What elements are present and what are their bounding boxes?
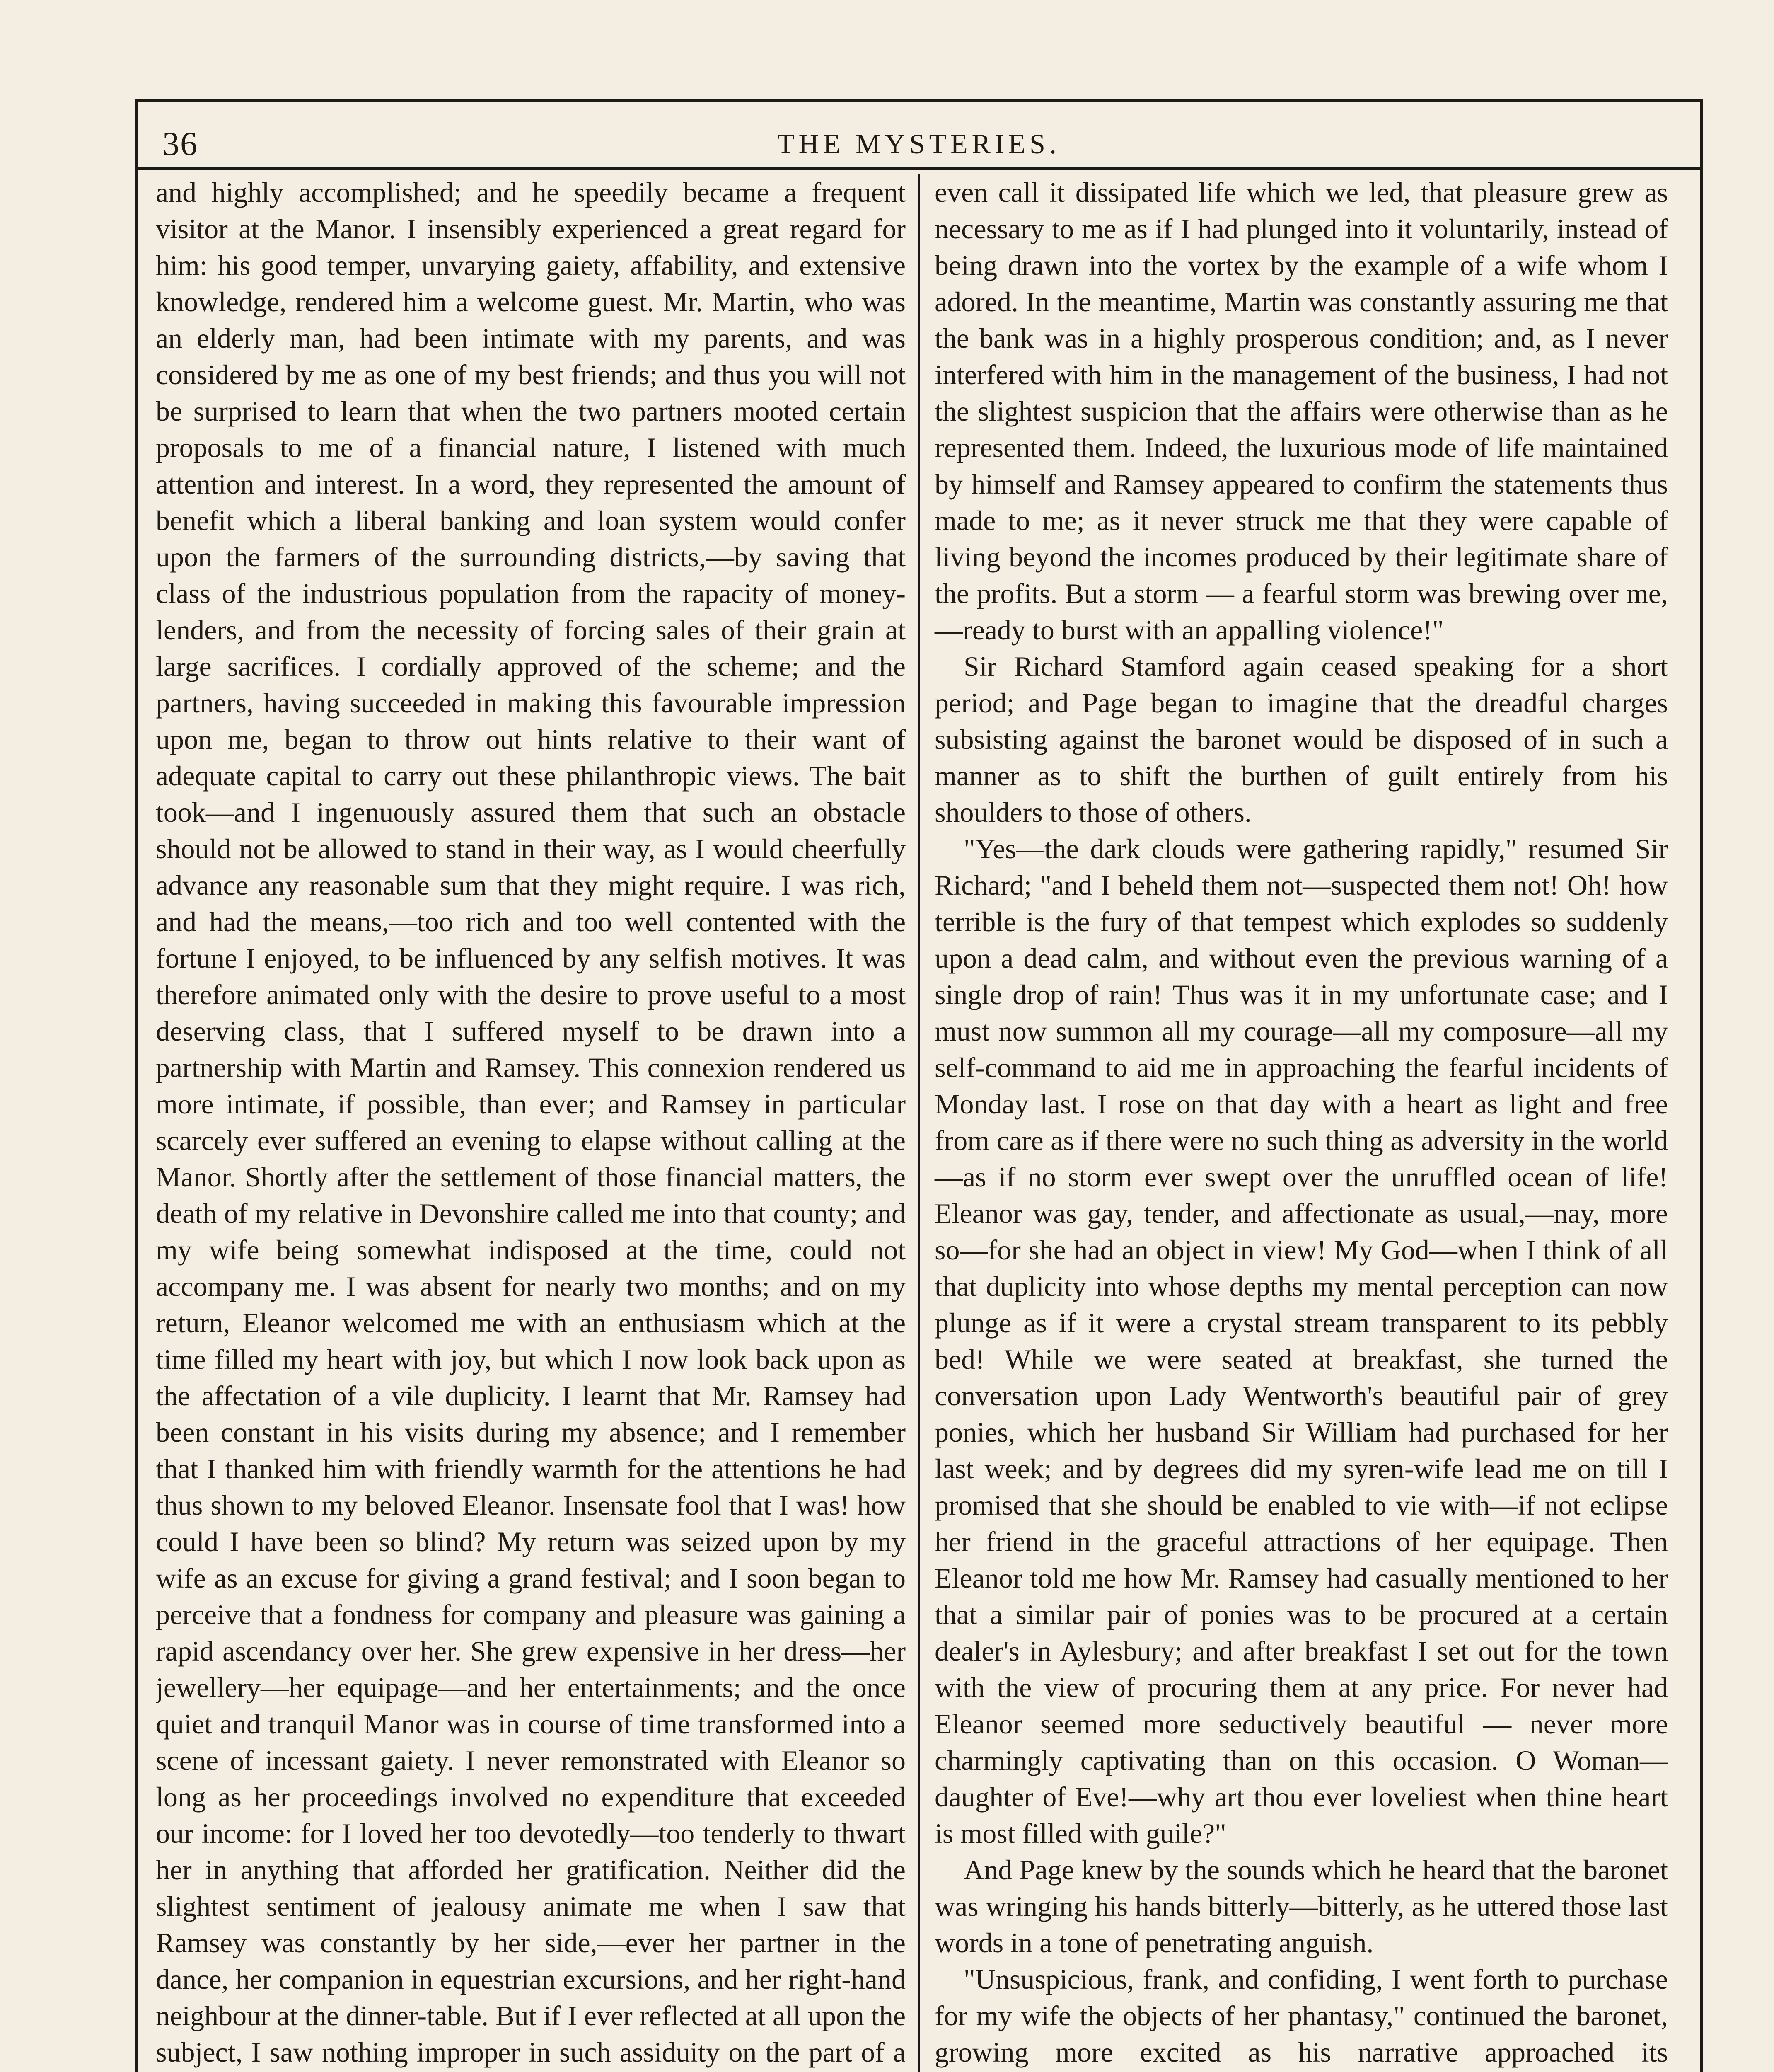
paragraph: and highly accomplished; and he speedily became a frequent visitor at the Manor. I insensibly experienced a great regard for him: his good temper, unvarying gaiety, affability, and extensive knowledge, rendered him a welcome guest. Mr. Martin, who was an elderly man, had been intimate with my parents, and was considered by me as one of my best friends; and thus you will not be surprised to learn that when the two partners mooted certain proposals to me of a financial nature, I listened with much attention and interest. In a word, they represented the amount of benefit which a liberal banking and loan system would confer upon the farmers of the surrounding districts,—by saving that class of the industrious population from the rapacity of money-lenders, and from the necessity of forcing sales of their grain at large sacrifices. I cordially approved of the scheme; and the partners, having succeeded in making this favourable impression upon me, began to throw out hints relative to their want of adequate capital to carry out these philanthropic views. The bait took—and I ingenuously assured them that such an obstacle should not be allowed to stand in their way, as I would cheerfully advance any reasonable sum that they might require. I was rich, and had the means,—too rich and too well contented with the fortune I enjoyed, to be influenced by any selfish motives. It was therefore animated only with the desire to prove useful to a most deserving class, that I suffered myself to be drawn into a partnership with Martin and Ramsey. This connexion rendered us more intimate, if possible, than ever; and Ramsey in particular scarcely ever suffered an evening to elapse without calling at the Manor. Shortly after the settlement of those financial matters, the death of my relative in Devonshire called me into that county; and my wife being somewhat indisposed at the time, could not accompany me. I was absent for nearly two months; and on my return, Eleanor welcomed me with an enthusiasm which at the time filled my heart with joy, but which I now look back upon as the affectation of a vile duplicity. I learnt that Mr. Ramsey had been constant in his visits during my absence; and I remember that I thanked him with friendly warmth for the attentions he had thus shown to my beloved Eleanor. Insensate fool that I was! how could I have been so blind? My return was seized upon by my wife as an excuse for giving a grand festival; and I soon began to perceive that a fondness for company and pleasure was gaining a rapid ascendancy over her. She grew expensive in her dress—her jewellery—her equipage—and her entertainments; and the once quiet and tranquil Manor was in course of time transformed into a scene of incessant gaiety. I never remonstrated with Eleanor so long as her proceedings involved no expenditure that exceeded our income: for I loved her too devotedly—too tenderly to thwart her in anything that afforded her gratification. Neither did the slightest sentiment of jealousy animate me when I saw that Ramsey was constantly by her side,—ever her partner in the dance, her companion in equestrian excursions, and her right-hand neighbour at the dinner-table. But if I ever reflected at all upon the subject, I saw nothing improper in such assiduity on the part of a <box>156 177 906 2068</box>
left-column <box>156 174 918 2072</box>
paragraph: even call it dissipated life which we led, that pleasure grew as necessary to me as if I had plunged into it voluntarily, instead of being drawn into the vortex by the example of a wife whom I adored. In the meantime, Martin was constantly assuring me that the bank was in a highly prosperous condition; and, as I never interfered with him in the management of the business, I had not the slightest suspicion that the affairs were otherwise than as he represented them. Indeed, the luxurious mode of life maintained by himself and Ramsey appeared to confirm the statements thus made to me; as it never struck me that they were capable of living beyond the incomes produced by their legitimate share of the profits. But a storm — a fearful storm was brewing over me,—ready to burst with an appalling violence!" <box>935 177 1668 646</box>
right-column <box>918 174 1680 2072</box>
paragraph: "Unsuspicious, frank, and confiding, I went forth to purchase for my wife the objects of her phantasy," continued the baronet, growing more excited as his narrative approached its <box>935 1963 1668 2068</box>
running-title: THE MYSTERIES. <box>777 128 1061 160</box>
page-number: 36 <box>162 125 198 162</box>
page-header <box>135 99 1703 170</box>
text-columns <box>135 174 1703 2072</box>
paragraph: And Page knew by the sounds which he heard that the baronet was wringing his hands bitterly—bitterly, as he uttered those last words in a tone of penetrating anguish. <box>935 1854 1668 1958</box>
paragraph: "Yes—the dark clouds were gathering rapidly," resumed Sir Richard; "and I beheld them not—suspected them not! Oh! how terrible is the fury of that tempest which explodes so suddenly upon a dead calm, and without even the previous warning of a single drop of rain! Thus was it in my unfortunate case; and I must now summon all my courage—all my composure—all my self-command to aid me in approaching the fearful incidents of Monday last. I rose on that day with a heart as light and free from care as if there were no such thing as adversity in the world—as if no storm ever swept over the unruffled ocean of life! Eleanor was gay, tender, and affectionate as usual,—nay, more so—for she had an object in view! My God—when I think of all that duplicity into whose depths my mental perception can now plunge as if it were a crystal stream transparent to its pebbly bed! While we were seated at breakfast, she turned the conversation upon Lady Wentworth's beautiful pair of grey ponies, which her husband Sir William had purchased for her last week; and by degrees did my syren-wife lead me on till I promised that she should be enabled to vie with—if not eclipse her friend in the graceful attractions of her equipage. Then Eleanor told me how Mr. Ramsey had casually mentioned to her that a similar pair of ponies was to be procured at a certain dealer's in Aylesbury; and after breakfast I set out for the town with the view of procuring them at any price. For never had Eleanor seemed more seductively beautiful — never more charmingly captivating than on this occasion. O Woman—daughter of Eve!—why art thou ever loveliest when thine heart is most filled with guile?" <box>935 833 1668 1849</box>
paragraph: Sir Richard Stamford again ceased speaking for a short period; and Page began to imagine that the dreadful charges subsisting against the baronet would be disposed of in such a manner as to shift the burthen of guilt entirely from his shoulders to those of others. <box>935 651 1668 828</box>
